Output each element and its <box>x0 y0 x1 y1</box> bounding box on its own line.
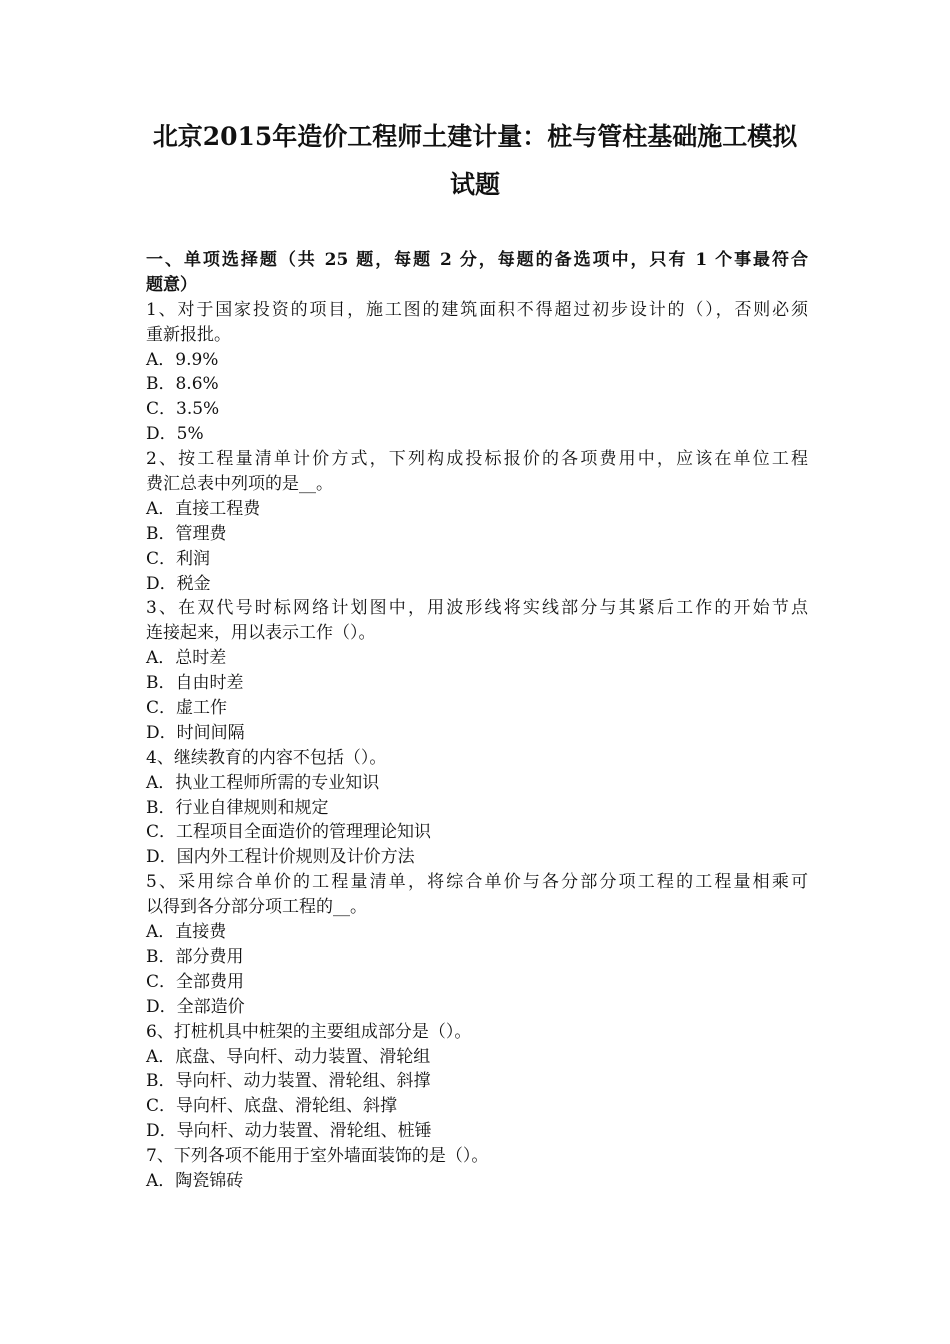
document-body <box>146 248 808 1194</box>
answer-option: B．管理费 <box>146 523 227 544</box>
answer-option: D．导向杆、动力装置、滑轮组、桩锤 <box>146 1121 432 1142</box>
question-3 <box>146 596 808 745</box>
answer-option: A．总时差 <box>146 648 227 669</box>
answer-option: B．行业自律规则和规定 <box>146 797 329 818</box>
question-stem-line: 连接起来，用以表示工作（）。 <box>146 623 376 644</box>
answer-option: D．5% <box>146 424 204 445</box>
answer-option: C．工程项目全面造价的管理理论知识 <box>146 822 432 843</box>
answer-option: D．国内外工程计价规则及计价方法 <box>146 847 415 868</box>
answer-option: C．3.5% <box>146 399 220 420</box>
question-5 <box>146 870 808 1019</box>
answer-option: C．全部费用 <box>146 971 245 992</box>
answer-option: B．8.6% <box>146 374 219 395</box>
question-6 <box>146 1020 808 1144</box>
answer-option: C．利润 <box>146 548 211 569</box>
question-stem-line: 3、在双代号时标网络计划图中，用波形线将实线部分与其紧后工作的开始节点 <box>146 598 808 619</box>
answer-option: A．9.9% <box>146 349 219 370</box>
answer-option: B．导向杆、动力装置、滑轮组、斜撑 <box>146 1071 431 1092</box>
answer-option: D．时间间隔 <box>146 722 245 743</box>
answer-option: B．自由时差 <box>146 673 244 694</box>
answer-option: A．陶瓷锦砖 <box>146 1170 244 1191</box>
question-stem-line: 6、打桩机具中桩架的主要组成部分是（）。 <box>146 1021 472 1042</box>
question-7 <box>146 1144 808 1194</box>
answer-option: B．部分费用 <box>146 946 244 967</box>
question-stem-line: 5、采用综合单价的工程量清单，将综合单价与各分部分项工程的工程量相乘可 <box>146 872 808 893</box>
question-stem-line: 4、继续教育的内容不包括（）。 <box>146 747 387 768</box>
document-title-line-1: 北京2015年造价工程师土建计量：桩与管柱基础施工模拟 <box>152 122 798 151</box>
question-stem-line: 2、按工程量清单计价方式，下列构成投标报价的各项费用中，应该在单位工程 <box>146 449 808 470</box>
answer-option: D．税金 <box>146 573 211 594</box>
section-heading-line: 题意） <box>146 274 197 295</box>
question-4 <box>146 746 808 870</box>
question-2 <box>146 447 808 596</box>
answer-option: A．底盘、导向杆、动力装置、滑轮组 <box>146 1046 431 1067</box>
section-heading-line: 一、单项选择题（共 25 题，每题 2 分，每题的备选项中，只有 1 个事最符合 <box>146 250 808 270</box>
question-stem-line: 以得到各分部分项工程的__。 <box>146 897 367 918</box>
answer-option: C．导向杆、底盘、滑轮组、斜撑 <box>146 1096 398 1117</box>
answer-option: A．执业工程师所需的专业知识 <box>146 772 380 793</box>
answer-option: A．直接费 <box>146 922 227 943</box>
answer-option: A．直接工程费 <box>146 498 261 519</box>
answer-option: C．虚工作 <box>146 698 228 719</box>
document-title-line-2: 试题 <box>449 170 500 199</box>
section-heading <box>146 248 808 298</box>
question-stem-line: 重新报批。 <box>146 324 231 345</box>
question-stem-line: 1、对于国家投资的项目，施工图的建筑面积不得超过初步设计的（），否则必须 <box>146 299 808 320</box>
answer-option: D．全部造价 <box>146 996 245 1017</box>
question-1 <box>146 298 808 447</box>
question-stem-line: 7、下列各项不能用于室外墙面装饰的是（）。 <box>146 1146 489 1167</box>
question-stem-line: 费汇总表中列项的是__。 <box>146 474 333 495</box>
